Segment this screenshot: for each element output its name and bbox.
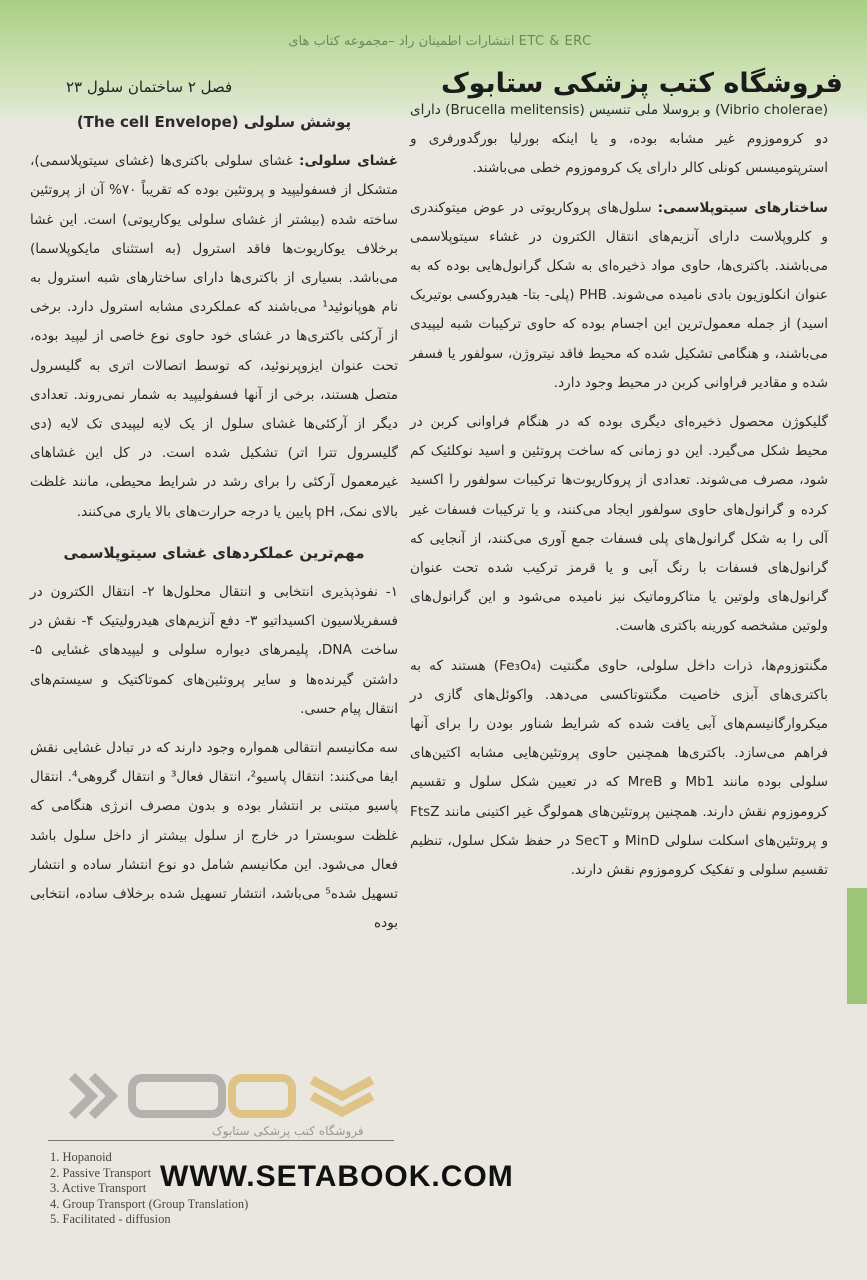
footnote-item: 3. Active Transport — [50, 1181, 147, 1196]
url-watermark: WWW.SETABOOK.COM — [160, 1160, 514, 1193]
page-number: ۲۳ — [66, 78, 83, 96]
left-column — [30, 108, 398, 948]
store-watermark-title: فروشگاه کتب پزشکی ستابوک — [440, 68, 843, 99]
paragraph-transport: سه مکانیسم انتقالی همواره وجود دارند که در تبادل غشایی نقش ایفا می‌کنند: انتقال پاسیو²، انتقال فعال³ و انتقال گروهی⁴. انتقال پاسیو مبتنی بر انتشار بوده و بدون مصرف انرژی هنگامی که غلظت سوبسترا در خارج از سلول بیشتر از داخل سلول باشد فعال می‌شود. این مکانیسم شامل دو نوع انتشار ساده و انتشار تسهیل شده⁵ می‌باشد، انتشار تسهیل شده برخلاف ساده، انتخابی بوده — [30, 740, 399, 932]
footnote-item: 2. Passive Transport — [50, 1165, 152, 1180]
paragraph-body: سلول‌های پروکاریوتی در عوض میتوکندری و کلروپلاست دارای آنزیم‌های انتقال الکترون در غشاء سیتوپلاسمی می‌باشند. باکتری‌ها، حاوی مواد ذخیره‌ای به شکل گرانول‌هایی بوده که به عنوان انکلوزیون بادی نامیده می‌شوند. PHB (پلی- بتا- هیدروکسی بوتیریک اسید) از جمله معمول‌ترین این اجسام بوده که حاوی ترکیبات شبه لیپیدی می‌باشند، و هنگامی تشکیل شده که محیط فاقد نیتروژن، سولفور یا فسفر شده و مقادیر فراوانی کربن در محیط وجود دارد. — [410, 199, 828, 391]
paragraph-body: غشای سلولی باکتری‌ها (غشای سیتوپلاسمی)، متشکل از فسفولیپید و پروتئین بوده که تقریباً ۷۰% آن از پروتئین ساخته شده (بیشتر از غشای سلولی یوکاریوتی) است. این غشا برخلاف یوکاریوت‌ها فاقد استرول (به استثنای مایکوپلاسما) می‌باشد. بسیاری از باکتری‌ها دارای ساختارهای شبه استرول به نام هوپانوئید¹ می‌باشند که عملکردی مشابه استرول دارد. برخی از آرکئی باکتری‌ها در غشای خود حاوی نوع خاصی از لیپید بوده، تحت عنوان ایزوپرنوئید، که توسط اتصالات اتری به گلیسرول متصل هستند، برخی از آنها فسفولیپید به شمار نمی‌روند. تعدادی دیگر از آرکئی‌ها غشای سلول از یک لایه لیپیدی تک لایه (دی گلیسرول تترا اتر) تشکیل شده است. در کل این غشاهای غیرمعمول آرکئی را برای رشد در شرایط محیطی، مانند غلظت بالای نمک، pH پایین یا درجه حرارت‌های بالا یاری می‌کنند. — [30, 153, 398, 520]
section-title: پوشش سلولی (The cell Envelope) — [76, 113, 352, 131]
subheading-functions: مهم‌ترین عملکردهای غشای سیتوپلاسمی — [63, 543, 365, 562]
logo-subtitle: فروشگاه کتب پزشکی ستابوک — [212, 1124, 364, 1138]
footnote-item: 4. Group Transport (Group Translation) — [50, 1196, 249, 1211]
right-column — [410, 96, 828, 895]
paragraph-glycogen: گلیکوژن محصول ذخیره‌ای دیگری بوده که در هنگام فراوانی کربن در محیط شکل می‌گیرد. این دو زمانی که ساخت پروتئین و اسید نوکلئیک کم شود، مصرف می‌شوند. تعدادی از پروکاریوت‌ها ترکیبات سولفور را اکسید کرده و گرانول‌های حاوی سولفور ایجاد می‌کنند، و یا ترکیبات فسفات غیر آلی را به شکل گرانول‌های پلی فسفات جمع آوری می‌کنند، از آنجایی که گرانول‌های فسفات با رنگ آبی و یا قرمز ترکیب شده تحت عنوان گرانول‌های ولوتین یا متاکروماتیک نیز نامیده می‌شود و این گرانول‌های ولوتین مشخصه کورینه باکتری هاست. — [410, 414, 828, 635]
page-edge-tab — [847, 888, 867, 1004]
paragraph-magnetosomes: مگنتوزوم‌ها، ذرات داخل سلولی، حاوی مگنتیت (Fe₃O₄) هستند که به باکتری‌های آبزی خاصیت مگنتوتاکسی می‌دهد. واکوئل‌های گازی در میکروارگانیسم‌های آبی یافت شده که شرایط شناور بودن را برای آنها فراهم می‌سازد. باکتری‌ها همچنین حاوی پروتئین‌هایی مشابه اکتین‌های سلولی بوده مانند Mb1 و MreB که در تعیین شکل سلول و تقسیم کروموزوم نقش دارند. همچنین پروتئین‌های همولوگ غیر اکتینی مانند FtsZ و پروتئین‌های اسکلت سلولی MinD و SecT در حفظ شکل سلول، تنظیم تقسیم سلولی و تفکیک کروموزوم نقش دارند. — [410, 657, 829, 879]
paragraph-cytoplasmic — [410, 194, 828, 398]
running-title: انتشارات اطمینان راد –مجموعه کتاب های ETC & ERC — [288, 34, 592, 49]
paragraph-cell-membrane — [30, 147, 398, 527]
paragraph-lead: ساختارهای سیتوپلاسمی: — [657, 199, 828, 216]
paragraph-functions: ۱- نفوذپذیری انتخابی و انتقال محلول‌ها ۲- انتقال الکترون در فسفریلاسیون اکسیداتیو ۳- دفع آنزیم‌های هیدرولیتیک ۴- نقش در ساخت DNA، پلیمرهای دیواره سلولی و لیپیدهای غشایی ۵- داشتن گیرنده‌ها و سایر پروتئین‌های کموتاکتیک و سیستم‌های انتقال پیام حسی. — [30, 584, 398, 717]
footnote-divider — [48, 1140, 394, 1141]
logo-icon — [62, 1066, 382, 1126]
chapter-title: فصل ۲ ساختمان سلول — [86, 78, 233, 96]
setabook-logo-watermark — [62, 1066, 382, 1146]
paragraph-chromosomes: (Vibrio cholerae) و بروسلا ملی تنسیس (Brucella melitensis) دارای دو کروموزوم غیر مشابه بوده، و یا اینکه بورلیا بورگدورفری و استرپتومیسس کونلی کالر دارای یک کروموزوم خطی می‌باشند. — [410, 102, 828, 177]
footnote-item: 5. Facilitated - diffusion — [50, 1212, 171, 1227]
footnote-item: 1. Hopanoid — [50, 1150, 112, 1164]
paragraph-lead: غشای سلولی: — [299, 153, 398, 170]
chapter-header — [52, 78, 232, 96]
